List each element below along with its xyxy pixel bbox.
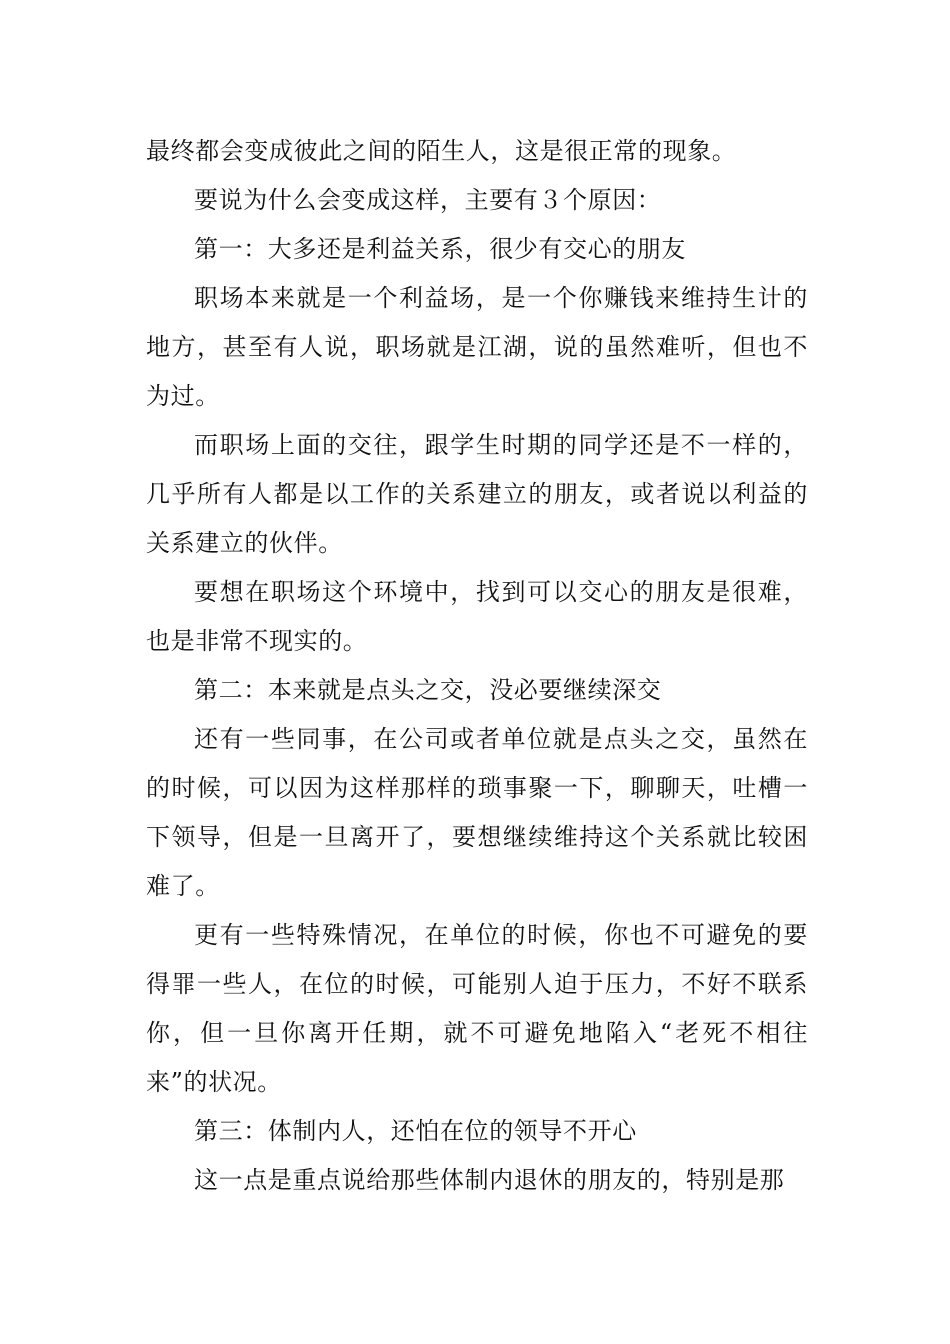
section-heading-third: 第三：体制内人，还怕在位的领导不开心 [194, 1117, 637, 1145]
paragraph-true-friends: 要想在职场这个环境中，找到可以交心的朋友是很难，也是非常不现实的。 [146, 578, 808, 655]
paragraph-workplace-interest: 职场本来就是一个利益场，是一个你赚钱来维持生计的地方，甚至有人说，职场就是江湖，说的虽然难听，但也不为过。 [146, 284, 808, 410]
paragraph-workplace-relations: 而职场上面的交往，跟学生时期的同学还是不一样的，几乎所有人都是以工作的关系建立的朋友，或者说以利益的关系建立的伙伴。 [146, 431, 808, 557]
document-page [146, 127, 808, 1205]
section-heading-second: 第二：本来就是点头之交，没必要继续深交 [194, 676, 662, 704]
paragraph-reasons-intro: 要说为什么会变成这样，主要有３个原因： [194, 186, 662, 214]
paragraph-acquaintances: 还有一些同事，在公司或者单位就是点头之交，虽然在的时候，可以因为这样那样的琐事聚一下，聊聊天，吐槽一下领导，但是一旦离开了，要想继续维持这个关系就比较困难了。 [146, 725, 808, 900]
paragraph-retirees: 这一点是重点说给那些体制内退休的朋友的，特别是那 [194, 1166, 785, 1194]
section-heading-first: 第一：大多还是利益关系，很少有交心的朋友 [194, 235, 686, 263]
paragraph-special-cases: 更有一些特殊情况，在单位的时候，你也不可避免的要得罪一些人，在位的时候，可能别人迫于压力，不好不联系你，但一旦你离开任期，就不可避免地陷入“老死不相往来”的状况。 [146, 921, 808, 1096]
paragraph-continuation: 最终都会变成彼此之间的陌生人，这是很正常的现象。 [146, 137, 737, 165]
